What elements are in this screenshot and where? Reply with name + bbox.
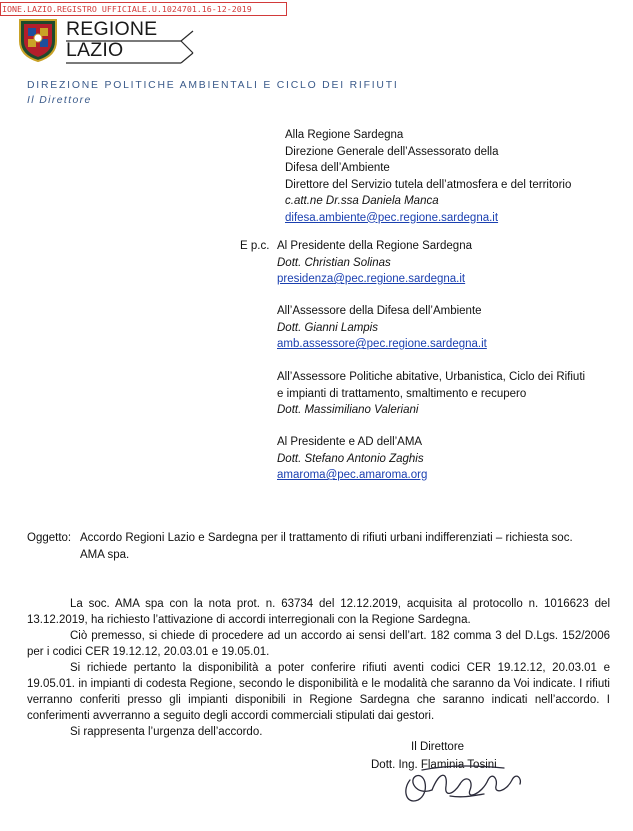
cc-recipient-president (277, 238, 472, 288)
cc-recipient-line: Al Presidente della Regione Sardegna (277, 240, 472, 252)
body-paragraph-1: La soc. AMA spa con la nota prot. n. 63734 del 12.12.2019, acquisita al protocollo n. 1016623 del 13.12.2019, ha richiesto l’attivazione di accordi interregionali con la Regione Sardegna. (27, 598, 610, 626)
cc-email-link[interactable]: amaroma@pec.amaroma.org (277, 469, 428, 481)
subject-text (80, 530, 573, 563)
recipient-line: Difesa dell’Ambiente (285, 162, 390, 174)
signature-name: Dott. Ing. Flaminia Tosini (371, 759, 497, 771)
subject-label: Oggetto: (27, 532, 72, 544)
cc-recipient-person: Dott. Christian Solinas (277, 256, 391, 269)
cc-email-link[interactable]: amb.assessore@pec.regione.sardegna.it (277, 338, 487, 350)
subject-line-2: AMA spa. (80, 548, 130, 561)
registry-stamp: IONE.LAZIO.REGISTRO UFFICIALE.U.1024701.16-12-2019 (0, 2, 287, 16)
cc-recipient-line: Al Presidente e AD dell’AMA (277, 436, 423, 448)
department-title: DIREZIONE POLITICHE AMBIENTALI E CICLO DEI RIFIUTI (27, 80, 399, 91)
handwritten-signature-icon (392, 750, 542, 815)
recipient-line: Direttore del Servizio tutela dell’atmosfera e del territorio (285, 178, 572, 191)
cc-recipient-person: Dott. Stefano Antonio Zaghis (277, 452, 424, 465)
cc-recipient-environment (277, 303, 487, 353)
body-paragraph-2: Ciò premesso, si chiede di procedere ad un accordo ai sensi dell’art. 182 comma 3 del D.Lgs. 152/2006 per i codici CER 19.12.12, 20.03.01 e 19.05.01. (27, 630, 610, 658)
signature-title: Il Direttore (411, 741, 465, 753)
body-paragraph-3: Si richiede pertanto la disponibilità a poter conferire rifiuti aventi codici CER 19.12.12, 20.03.01 e 19.05.01. in impianti di codesta Regione, secondo le disponibilità e le modalità che saranno da Voi indicate. I rifiuti verranno conferiti presso gli impianti disponibili in Regione Sardegna che saranno indicati nell’accordo. I conferimenti avverranno a seguito degli accordi commerciali stipulati dai gestori. (27, 662, 610, 722)
recipient-line: Direzione Generale dell’Assessorato della (285, 145, 499, 158)
cc-email-link[interactable]: presidenza@pec.regione.sardegna.it (277, 273, 466, 285)
subject-line-1: Accordo Regioni Lazio e Sardegna per il trattamento di rifiuti urbani indifferenziati – richiesta soc. (80, 532, 573, 544)
logo-decoration (66, 30, 196, 71)
main-recipient (285, 127, 571, 226)
cc-recipient-line: All’Assessore Politiche abitative, Urbanistica, Ciclo dei Rifiuti (277, 371, 586, 383)
logo-line-1: REGIONE (66, 18, 158, 40)
recipient-email-link[interactable]: difesa.ambiente@pec.regione.sardegna.it (285, 211, 499, 224)
cc-recipient-person: Dott. Gianni Lampis (277, 321, 378, 334)
recipient-line: Alla Regione Sardegna (285, 129, 404, 141)
recipient-attention: c.att.ne Dr.ssa Daniela Manca (285, 195, 439, 207)
regione-lazio-emblem-icon (15, 17, 61, 68)
cc-recipient-housing (277, 369, 585, 419)
department-role: Il Direttore (27, 95, 92, 106)
logo-line-2: LAZIO (66, 39, 124, 61)
cc-recipient-line: e impianti di trattamento, smaltimento e recupero (277, 387, 527, 400)
body-paragraph-4: Si rappresenta l’urgenza dell’accordo. (70, 726, 263, 738)
cc-recipient-ama (277, 434, 427, 484)
cc-recipient-line: All’Assessore della Difesa dell’Ambiente (277, 305, 482, 317)
cc-prefix: E p.c. (240, 240, 270, 252)
cc-recipient-person: Dott. Massimiliano Valeriani (277, 404, 419, 416)
